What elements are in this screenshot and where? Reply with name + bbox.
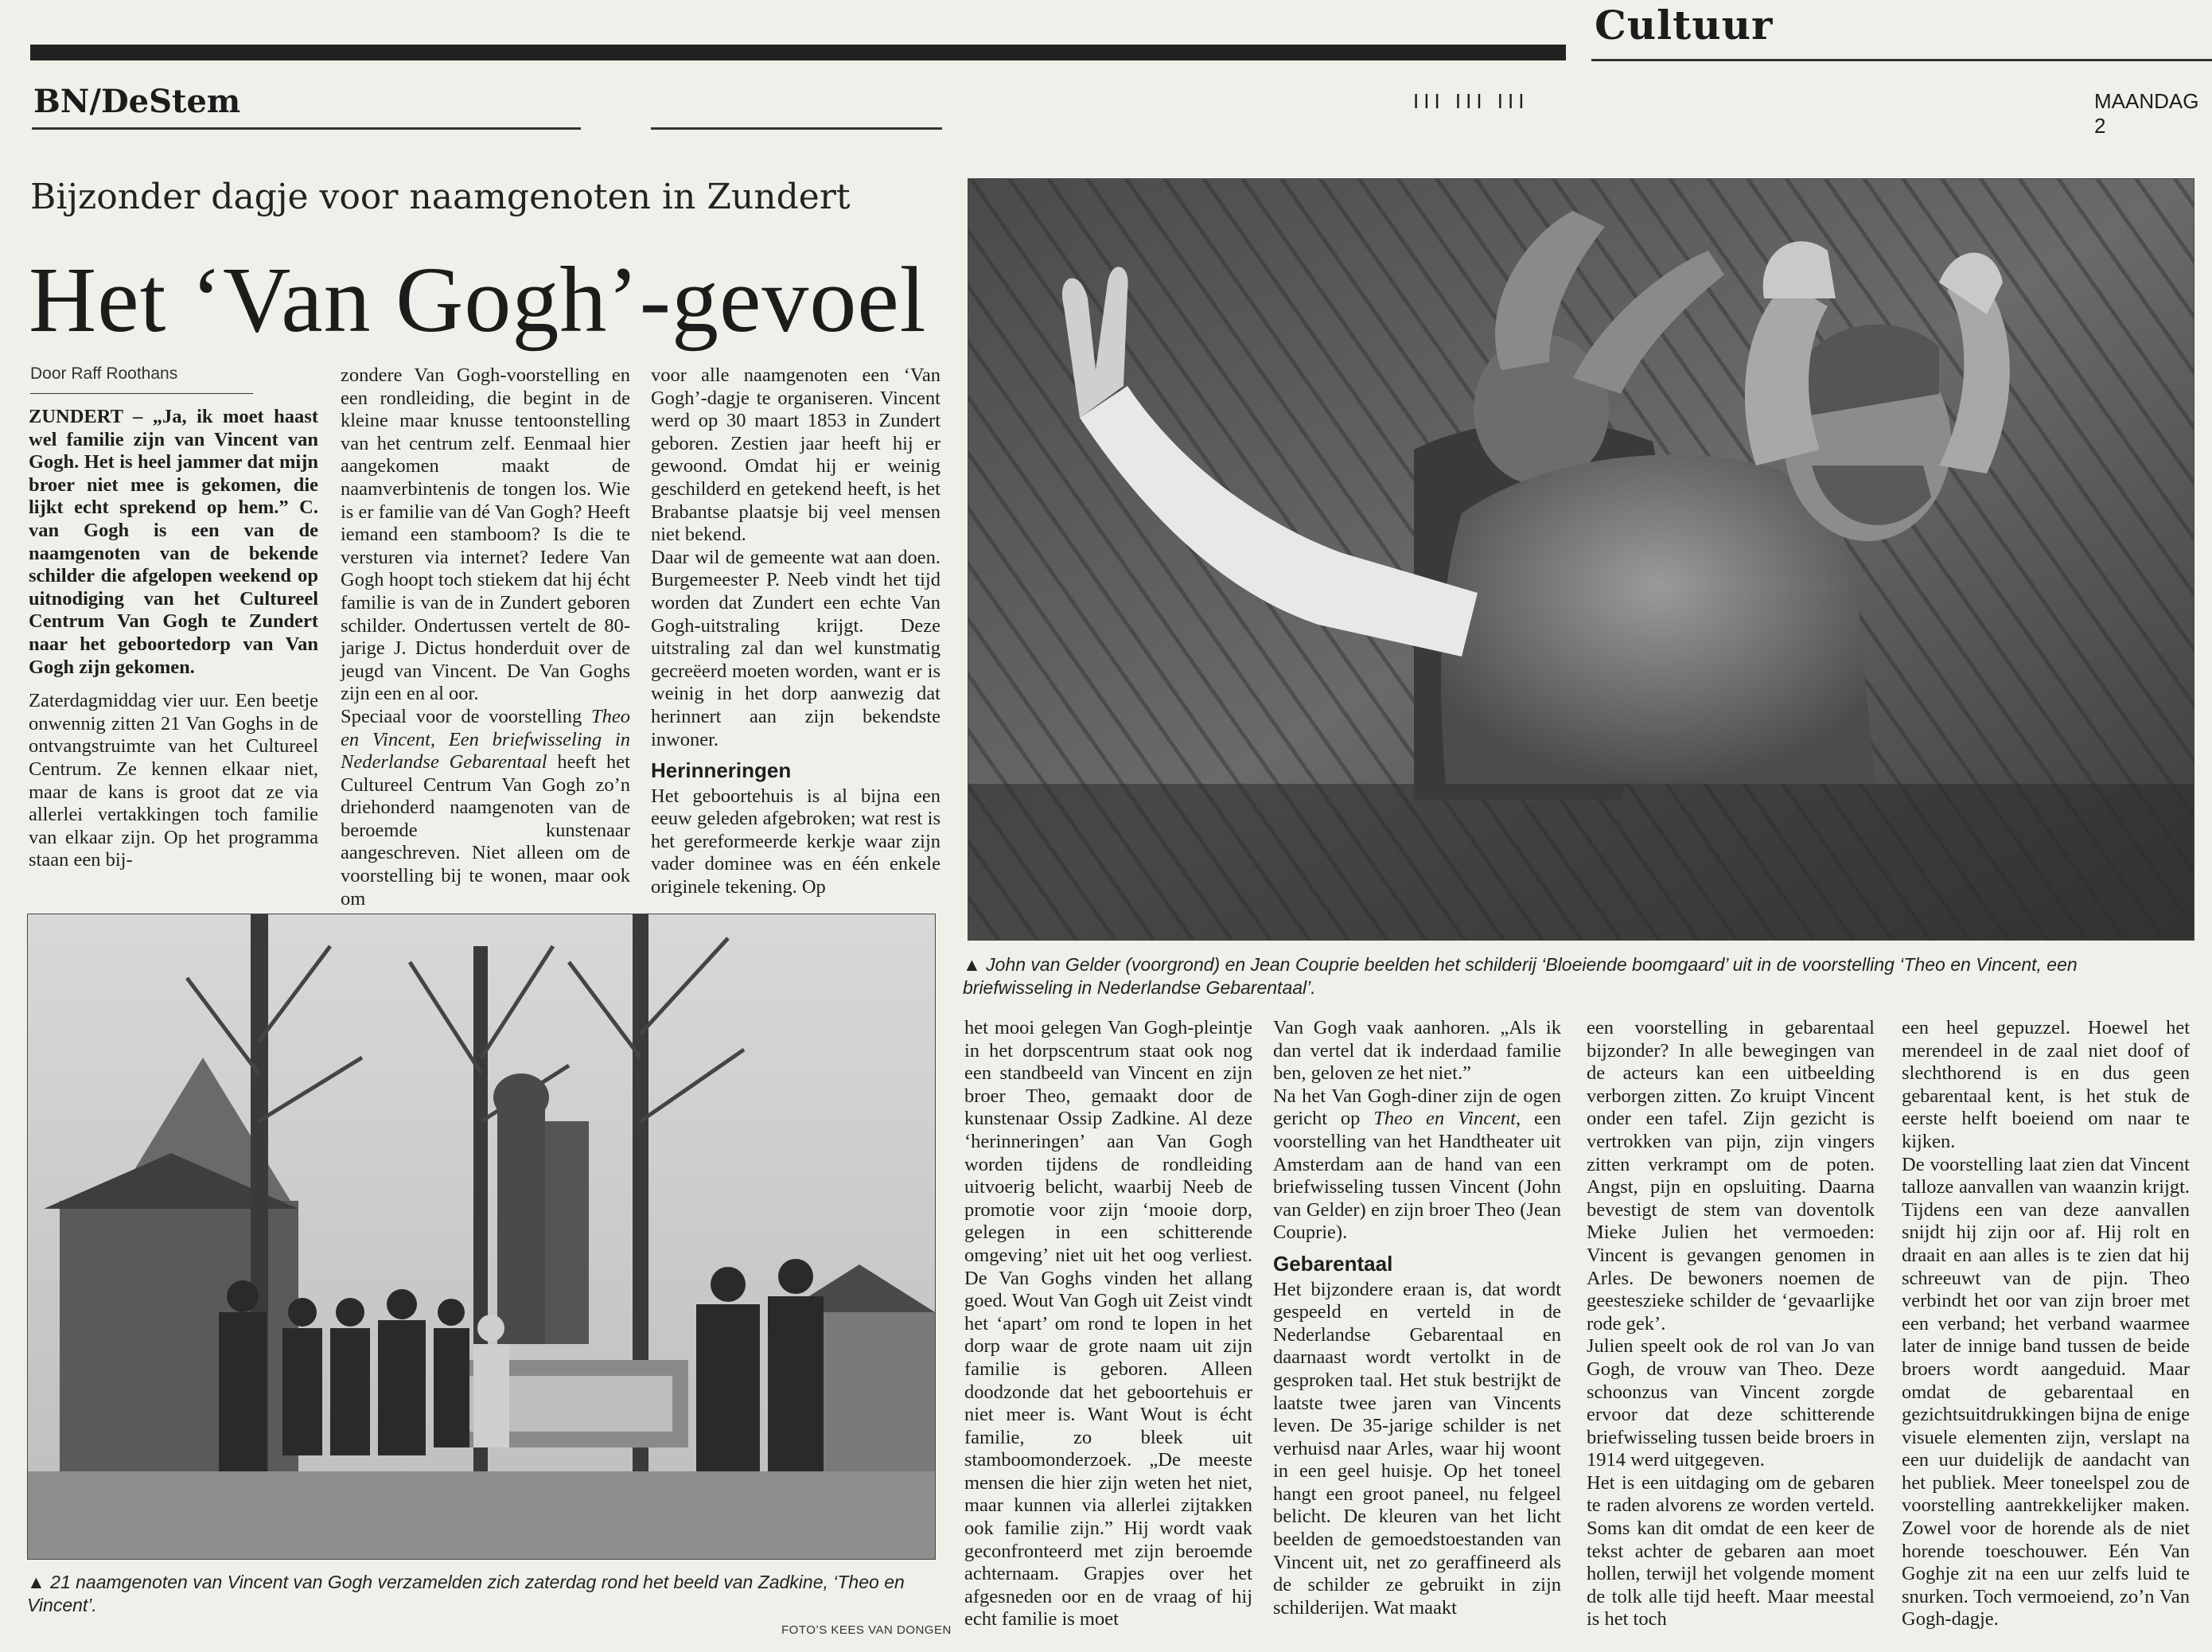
column-6 xyxy=(1587,1017,1875,1631)
paragraph: Het geboortehuis is al bijna een eeuw geleden afgebroken; wat rest is het gereformeerde kerkje waar zijn vader dominee was en één enkele originele tekening. Op xyxy=(651,785,940,898)
performers-image xyxy=(968,179,2194,940)
column-3 xyxy=(651,364,940,899)
column-7 xyxy=(1902,1017,2190,1631)
paragraph: Zaterdagmiddag vier uur. Een beetje onwennig zitten 21 Van Goghs in de ontvangstruimte van het Cultureel Centrum. Ze kennen elkaar niet, maar de kans is groot dat ze via allerlei vertakkingen toch familie van elkaar zijn. Op het programma staan een bij- xyxy=(29,690,318,871)
article-byline: Door Raff Roothans xyxy=(30,364,178,383)
page-ticks: III III III xyxy=(1413,89,1529,113)
paragraph: Het bijzondere eraan is, dat wordt gespeeld en verteld in de Nederlandse Gebarentaal en daarnaast wordt vertolkt in de gesproken taal. Het stuk bestrijkt de laatste twee jaren van Vincents leven. De 35-jarige schilder is net verhuisd naar Arles, waar hij woont in een geel huisje. Op het toneel hangt een groot paneel, nu felgeel belicht. De kleuren van het licht beelden de gemoedstoestanden van Vincent uit, net zo geraffineerd als de schilder ze gebruikt in zijn schilderijen. Wat maakt xyxy=(1273,1278,1561,1619)
play-title: Theo en Vincent xyxy=(1373,1108,1517,1130)
byline-rule xyxy=(30,393,253,394)
section-rule xyxy=(1591,59,2212,61)
article-headline: Het ‘Van Gogh’-gevoel xyxy=(29,247,927,352)
paragraph: voor alle naamgenoten een ‘Van Gogh’-dagje te organiseren. Vincent werd op 30 maart 1853 in Zundert geboren. Zestien jaar heeft hij er gewoond. Omdat hij er weinig geschilderd en getekend heeft, is het Brabantse plaatsje bij veel mensen niet bekend. xyxy=(651,364,940,546)
group-image xyxy=(28,914,935,1559)
column-1 xyxy=(29,406,318,872)
subheading-herinneringen: Herinneringen xyxy=(651,758,792,783)
masthead-rule-mid xyxy=(651,127,942,130)
text: Speciaal voor de voorstelling xyxy=(341,705,591,727)
photo-credit: FOTO’S KEES VAN DONGEN xyxy=(781,1623,952,1637)
masthead: BN/DeStem xyxy=(33,83,241,120)
column-2 xyxy=(341,364,630,910)
paragraph: Van Gogh vaak aanhoren. „Als ik dan vertel dat ik inderdaad familie ben, geloven ze het niet.” xyxy=(1273,1017,1561,1085)
paragraph: zondere Van Gogh-voorstelling en een rondleiding, die begint in de kleine maar knusse tentoonstelling van het centrum zelf. Eenmaal hier aangekomen maakt de naamverbintenis de tongen los. Wie is er familie van dé Van Gogh? Heeft iemand een stamboom? Is die te versturen via internet? Iedere Van Gogh hoopt toch stiekem dat hij écht familie is van de in Zundert geboren schilder. Ondertussen vertelt de 80-jarige J. Dictus honderduit over de jeugd van Vincent. De Van Goghs zijn een en al oor. xyxy=(341,364,630,705)
paragraph: een heel gepuzzel. Hoewel het merendeel in de zaal niet doof of slechthorend is en dus geen gebarentaal kent, is het stuk de eerste helft boeiend om naar te kijken. xyxy=(1902,1017,2190,1152)
paragraph: Daar wil de gemeente wat aan doen. Burgemeester P. Neeb vindt het tijd worden dat Zundert een echte Van Gogh-uitstraling krijgt. Deze uitstraling zal dan wel kunstmatig gecreëerd moeten worden, want er is weinig in het dorp aanwezig dat herinnert aan zijn bekendste inwoner. xyxy=(651,546,940,750)
paragraph xyxy=(1273,1085,1561,1245)
text: , een voorstelling van het Handtheater uit Amsterdam aan de hand van een briefwisseling tussen Vincent (John van Gelder) en zijn broer Theo (Jean Couprie). xyxy=(1273,1108,1561,1244)
photo-performers-caption: ▲ John van Gelder (voorgrond) en Jean Couprie beelden het schilderij ‘Bloeiende boomgaard’ uit in de voorstelling ‘Theo en Vincent, een briefwisseling in Nederlandse Gebarentaal’. xyxy=(963,954,2078,998)
subheading-gebarentaal: Gebarentaal xyxy=(1273,1251,1393,1276)
paragraph: Julien speelt ook de rol van Jo van Gogh, de vrouw van Theo. Deze schoonzus van Vincent zorgde ervoor dat deze schitterende briefwisseling tussen beide broers in 1914 werd uitgegeven. xyxy=(1587,1335,1875,1471)
column-4 xyxy=(964,1017,1252,1631)
paragraph: een voorstelling in gebarentaal bijzonder? In alle bewegingen van de acteurs kan een uitbeelding verborgen zitten. Zo kruipt Vincent onder een tafel. Zijn gezicht is vertrokken van pijn, zijn vingers zitten verkrampt om de poten. Angst, pijn en opsluiting. Daarna bevestigt de stem van doventolk Mieke Julien het vermoeden: Vincent is gevangen genomen in Arles. De bewoners noemen de geesteszieke schilder de ‘gevaarlijke rode gek’. xyxy=(1587,1017,1875,1334)
section-title: Cultuur xyxy=(1595,2,1774,49)
column-5 xyxy=(1273,1017,1561,1619)
issue-date: MAANDAG 2 xyxy=(2094,89,2199,138)
paragraph: De voorstelling laat zien dat Vincent talloze aanvallen van waanzin krijgt. Tijdens een van deze aanvallen snijdt hij zijn oor af. Hij rolt en draait en aan alles is te zien dat hij schreeuwt van de pijn. Theo verbindt het oor van zijn broer met een verband; het verband waarmee later de innige band tussen de beide broers wordt aangeduid. Maar omdat de gebarentaal en gezichtsuitdrukkingen bijna de enige visuele elementen zijn, verslapt na een uur duidelijk de aandacht van het publiek. Meer toneelspel zou de voorstelling aantrekkelijker maken. Zowel voor de horende als de niet horende toeschouwer. Eén Van Goghje zit na een uur zelfs luid te snurken. Toch vermoeiend, zo’n Van Gogh-dagje. xyxy=(1902,1153,2190,1631)
text: heeft het Cultureel Centrum Van Gogh zo’n driehonderd naamgenoten van de beroemde kunstenaar aangeschreven. Niet alleen om de voorstelling bij te wonen, maar ook om xyxy=(341,751,630,910)
text: Na het Van Gogh-diner zijn de ogen gericht op xyxy=(1273,1085,1561,1130)
masthead-rule-left xyxy=(32,127,581,130)
play-title: Theo en Vincent, Een briefwisseling in Nederlandse Gebarentaal xyxy=(341,705,630,773)
photo-group xyxy=(27,914,936,1560)
paragraph: het mooi gelegen Van Gogh-pleintje in het dorpscentrum staat ook nog een standbeeld van Vincent en zijn broer Theo, gemaakt door de kunstenaar Ossip Zadkine. Al deze ‘herinneringen’ aan Van Gogh worden tijdens de rondleiding uitvoerig belicht, waarbij Neeb de promotie voor zijn ‘mooie dorp, gelegen in een schitterende omgeving’ niet uit het oog verliest. De Van Goghs vinden het allang goed. Wout Van Gogh uit Zeist vindt het ‘apart’ om rond te lopen in het dorp waar de grote naam uit zijn familie is geboren. Alleen doodzonde dat het geboortehuis er niet meer is. Want Wout is écht familie, zo bleek uit stamboomonderzoek. „De meeste mensen die hier zijn weten het niet, maar kunnen via allerlei zijtakken ook familie zijn.” Hij wordt vaak geconfronteerd met zijn beroemde achternaam. Grapjes over het afgesneden oor en de vraag of hij echt familie is moet xyxy=(964,1017,1252,1631)
top-rule xyxy=(30,45,1566,60)
photo-group-caption: ▲ 21 naamgenoten van Vincent van Gogh verzamelden zich zaterdag rond het beeld van Zadkine, ‘Theo en Vincent’. xyxy=(27,1572,905,1615)
paragraph: Het is een uitdaging om de gebaren te raden alvorens ze worden verteld. Soms kan dit omdat de een keer de tekst achter de gebaren aan moet hollen, terwijl het volgende moment de tolk alle tijd heeft. Maar meestal is het toch xyxy=(1587,1471,1875,1631)
photo-performers xyxy=(968,178,2194,941)
article-lead: ZUNDERT – „Ja, ik moet haast wel familie zijn van Vincent van Gogh. Het is heel jammer dat mijn broer niet mee is gekomen, die lijkt echt sprekend op hem.” C. van Gogh is een van de naamgenoten van de bekende schilder die afgelopen weekend op uitnodiging van het Cultureel Centrum Van Gogh te Zundert naar het geboortedorp van Van Gogh zijn gekomen. xyxy=(29,406,318,678)
paragraph xyxy=(341,706,630,910)
article-kicker: Bijzonder dagje voor naamgenoten in Zundert xyxy=(30,177,851,217)
